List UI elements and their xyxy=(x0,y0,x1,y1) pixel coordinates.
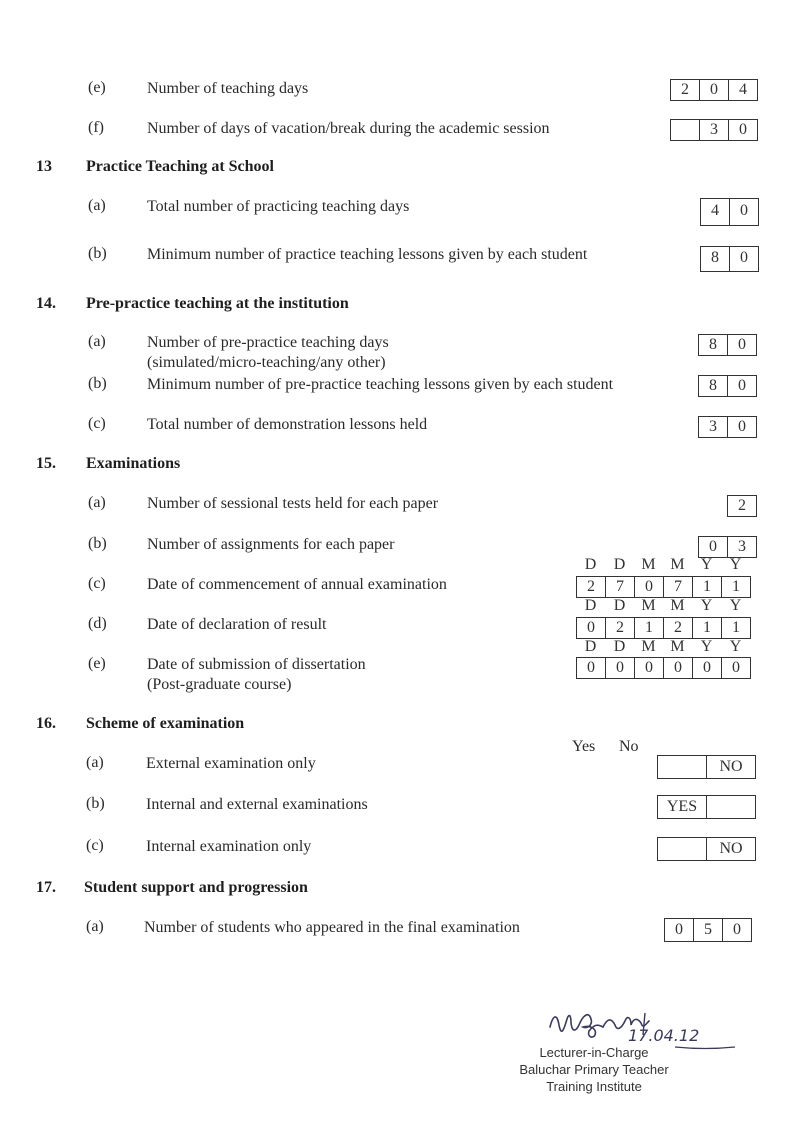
item-letter: (a) xyxy=(88,333,106,350)
digit-cell: 0 xyxy=(692,658,721,678)
internal-exam-label: Internal examination only xyxy=(146,838,312,855)
date-format-letter: M xyxy=(641,638,656,655)
yes-column-header: Yes xyxy=(572,738,596,755)
item-letter: (a) xyxy=(88,494,106,511)
demonstration-lessons-label: Total number of demonstration lessons held xyxy=(147,416,428,433)
digit-cell: 2 xyxy=(738,497,746,514)
section-number: 13 xyxy=(36,158,52,175)
commencement-date-value xyxy=(576,576,751,598)
no-column-header: No xyxy=(619,738,639,755)
date-format-letter: D xyxy=(584,597,597,614)
date-format-letter: Y xyxy=(700,597,713,614)
date-format-letter: D xyxy=(613,556,626,573)
digit-cell: 0 xyxy=(634,577,663,597)
digit-cell: 3 xyxy=(699,120,728,140)
item-letter: (c) xyxy=(88,575,106,592)
date-format-letter: Y xyxy=(700,556,713,573)
item-letter: (a) xyxy=(88,197,106,214)
assignments-value xyxy=(698,536,757,558)
item-letter: (b) xyxy=(86,795,105,812)
date-format-letter: Y xyxy=(729,638,742,655)
item-letter: (b) xyxy=(88,375,107,392)
date-format-header xyxy=(576,556,750,574)
digit-cell: 1 xyxy=(721,618,750,638)
item-letter: (a) xyxy=(86,918,104,935)
digit-cell: 0 xyxy=(728,120,757,140)
teaching-days-label: Number of teaching days xyxy=(147,80,309,97)
section-heading: Practice Teaching at School xyxy=(86,158,274,175)
digit-cell: 0 xyxy=(605,658,634,678)
section-number: 15. xyxy=(36,455,56,472)
digit-cell xyxy=(671,120,699,140)
stamp-line-2: Baluchar Primary Teacher xyxy=(519,1062,669,1077)
item-letter: (f) xyxy=(88,119,104,136)
pre-practice-lessons-value xyxy=(698,375,757,397)
students-appeared-value xyxy=(664,918,752,942)
digit-cell: 2 xyxy=(681,81,689,98)
digit-cell: 1 xyxy=(721,577,750,597)
demonstration-lessons-value xyxy=(698,416,757,438)
digit-cell: 0 xyxy=(721,658,750,678)
digit-cell: 2 xyxy=(605,618,634,638)
date-format-letter: M xyxy=(670,638,685,655)
digit-cell: 0 xyxy=(727,376,756,396)
internal-external-exam-answer xyxy=(657,795,756,819)
digit-cell: 7 xyxy=(605,577,634,597)
section-heading: Student support and progression xyxy=(84,879,308,896)
digit-cell: 0 xyxy=(634,658,663,678)
digit-cell: 4 xyxy=(728,80,757,100)
digit-cell: 0 xyxy=(587,619,595,636)
pre-practice-days-label: Number of pre-practice teaching days xyxy=(147,334,389,351)
item-letter: (b) xyxy=(88,535,107,552)
digit-cell: 3 xyxy=(709,418,717,435)
digit-cell: 8 xyxy=(709,377,717,394)
yes-cell xyxy=(658,756,706,778)
section-number: 17. xyxy=(36,879,56,896)
yes-cell: YES xyxy=(666,798,698,815)
teaching-days-value xyxy=(670,79,758,101)
no-cell xyxy=(706,796,755,818)
digit-cell: 0 xyxy=(699,80,728,100)
stamp-line-1: Lecturer-in-Charge xyxy=(539,1045,649,1060)
section-heading: Examinations xyxy=(86,455,181,472)
item-letter: (b) xyxy=(88,245,107,262)
date-format-letter: M xyxy=(641,556,656,573)
external-exam-label: External examination only xyxy=(146,755,316,772)
digit-cell: 1 xyxy=(692,618,721,638)
date-format-letter: Y xyxy=(729,597,742,614)
date-format-letter: M xyxy=(641,597,656,614)
practicing-days-value xyxy=(700,198,759,226)
no-cell: NO xyxy=(706,838,755,860)
result-date-label: Date of declaration of result xyxy=(147,616,327,633)
item-letter: (c) xyxy=(88,415,106,432)
result-date-value xyxy=(576,617,751,639)
item-letter: (a) xyxy=(86,754,104,771)
digit-cell: 0 xyxy=(663,658,692,678)
digit-cell: 8 xyxy=(709,336,717,353)
date-format-letter: M xyxy=(670,597,685,614)
date-format-letter: D xyxy=(584,638,597,655)
date-format-letter: Y xyxy=(729,556,742,573)
pre-practice-days-value xyxy=(698,334,757,356)
internal-external-exam-label: Internal and external examinations xyxy=(146,796,368,813)
dissertation-date-value xyxy=(576,657,751,679)
pre-practice-lessons-label: Minimum number of pre-practice teaching lessons given by each student xyxy=(147,376,614,393)
digit-cell: 0 xyxy=(729,199,758,225)
digit-cell: 4 xyxy=(711,202,719,219)
no-cell: NO xyxy=(706,756,755,778)
practice-lessons-value xyxy=(700,246,759,272)
digit-cell: 1 xyxy=(634,618,663,638)
date-format-letter: Y xyxy=(700,638,713,655)
digit-cell: 2 xyxy=(587,578,595,595)
date-format-letter: D xyxy=(613,638,626,655)
section-number: 14. xyxy=(36,295,56,312)
digit-cell: 8 xyxy=(711,249,719,266)
section-heading: Scheme of examination xyxy=(86,715,245,732)
item-letter: (c) xyxy=(86,837,104,854)
date-format-letter: D xyxy=(584,556,597,573)
section-number: 16. xyxy=(36,715,56,732)
digit-cell: 0 xyxy=(587,659,595,676)
digit-cell: 0 xyxy=(675,921,683,938)
digit-cell: 0 xyxy=(729,247,758,271)
digit-cell: 0 xyxy=(727,335,756,355)
digit-cell: 0 xyxy=(722,919,751,941)
students-appeared-label: Number of students who appeared in the final examination xyxy=(144,919,520,936)
digit-cell: 3 xyxy=(727,537,756,557)
pre-practice-days-sublabel: (simulated/micro-teaching/any other) xyxy=(147,354,386,371)
date-format-letter: M xyxy=(670,556,685,573)
sessional-tests-label: Number of sessional tests held for each paper xyxy=(147,495,439,512)
date-format-letter: D xyxy=(613,597,626,614)
practicing-days-label: Total number of practicing teaching days xyxy=(147,198,410,215)
digit-cell: 5 xyxy=(693,919,722,941)
signature-date: 17.04.12 xyxy=(628,1026,700,1045)
vacation-days-value xyxy=(670,119,758,141)
sessional-tests-value xyxy=(727,495,757,517)
stamp-line-3: Training Institute xyxy=(546,1079,642,1094)
assignments-label: Number of assignments for each paper xyxy=(147,536,395,553)
external-exam-answer xyxy=(657,755,756,779)
yes-cell xyxy=(658,838,706,860)
item-letter: (e) xyxy=(88,655,106,672)
digit-cell: 2 xyxy=(663,618,692,638)
digit-cell: 1 xyxy=(692,577,721,597)
item-letter: (d) xyxy=(88,615,107,632)
vacation-days-label: Number of days of vacation/break during the academic session xyxy=(147,120,550,137)
digit-cell: 7 xyxy=(663,577,692,597)
practice-lessons-label: Minimum number of practice teaching lessons given by each student xyxy=(147,246,588,263)
date-format-header xyxy=(576,597,750,615)
dissertation-date-label: Date of submission of dissertation xyxy=(147,656,366,673)
section-heading: Pre-practice teaching at the institution xyxy=(86,295,349,312)
commencement-date-label: Date of commencement of annual examination xyxy=(147,576,447,593)
date-format-header xyxy=(576,638,750,656)
item-letter: (e) xyxy=(88,79,106,96)
digit-cell: 0 xyxy=(727,417,756,437)
internal-exam-answer xyxy=(657,837,756,861)
digit-cell: 0 xyxy=(709,538,717,555)
dissertation-date-sublabel: (Post-graduate course) xyxy=(147,676,292,693)
